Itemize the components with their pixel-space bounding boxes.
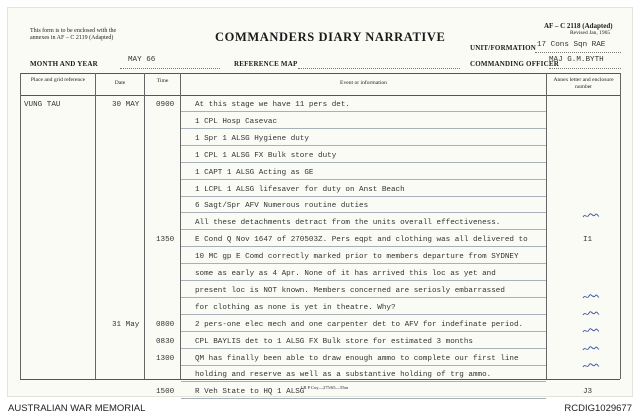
entry-text: All these detachments detract from the units overall effectiveness. <box>195 219 501 228</box>
initials-mark-icon <box>582 294 600 300</box>
ruled-line <box>181 162 546 163</box>
form-title: COMMANDERS DIARY NARRATIVE <box>215 30 446 44</box>
col-header-annex: Annex letter and enclosure number <box>553 77 614 90</box>
col-header-time: Time <box>156 78 169 84</box>
ruled-line <box>181 280 546 281</box>
ruled-line <box>181 111 546 112</box>
entry-time: 1300 <box>156 354 175 363</box>
month-year-label: MONTH AND YEAR <box>30 60 98 68</box>
ruled-line <box>181 246 546 247</box>
entry-text: 1 CPL 1 ALSG FX Bulk store duty <box>195 151 337 160</box>
unit-value: 17 Cons Sqn RAE <box>537 41 606 49</box>
enclosure-note-2: annexes in AF – C 2119 (Adapted) <box>30 35 114 41</box>
entry-date: 30 MAY <box>112 101 140 109</box>
entry-text: holding and reserve as well as a substantive holding of trg ammo. <box>195 371 492 380</box>
ruled-line <box>181 128 546 129</box>
entry-time: 1500 <box>156 388 175 397</box>
col-header-date: Date <box>114 80 126 86</box>
ruled-line <box>181 297 546 298</box>
commanding-officer-value: MAJ G.M.BYTH <box>549 56 604 64</box>
enclosure-note-1: This form is to be enclosed with the <box>30 28 117 34</box>
entry-text: QM has finally been able to draw enough ammo to complete our first line <box>195 354 519 363</box>
initials-mark-icon <box>582 328 600 334</box>
entry-place: VUNG TAU <box>24 101 61 109</box>
col-header-event: Event or information <box>340 80 387 86</box>
initials-mark-icon <box>582 363 600 369</box>
entry-text: 1 CPL Hosp Casevac <box>195 117 278 126</box>
form-code: AF – C 2118 (Adapted) <box>544 22 613 30</box>
col-divider-date <box>144 73 145 379</box>
entry-text: present loc is NOT known. Members concerned are seriosly embarrassed <box>195 286 505 295</box>
footer-record-id: RCDIG1029677 <box>564 403 632 414</box>
entry-text: some as early as 4 Apr. None of it has arrived this loc as yet and <box>195 270 496 278</box>
ruled-line <box>181 365 546 366</box>
entry-time: 0800 <box>156 320 175 329</box>
col-header-place: Place and grid reference <box>30 77 86 83</box>
initials-mark-icon <box>582 311 600 317</box>
ruled-line <box>181 145 546 146</box>
col-divider-left <box>20 73 21 379</box>
entry-time: 0900 <box>156 101 175 109</box>
ruled-line <box>181 381 546 382</box>
commanding-officer-label: COMMANDING OFFICER <box>470 60 559 68</box>
month-year-value: MAY 66 <box>128 56 156 64</box>
table-top-border <box>20 73 620 74</box>
ruled-line <box>181 179 546 180</box>
ruled-line <box>181 398 546 399</box>
ruled-line <box>181 263 546 264</box>
entry-date: 31 May <box>112 320 140 329</box>
ruled-line <box>181 348 546 349</box>
month-year-fill-line <box>120 68 220 69</box>
entry-text: E Cond Q Nov 1647 of 270503Z. Pers eqpt and clothing was all delivered to <box>195 236 528 245</box>
unit-label: UNIT/FORMATION <box>470 44 537 52</box>
initials-mark-icon <box>582 213 600 219</box>
co-fill-line <box>549 68 621 69</box>
ruled-line <box>181 331 546 332</box>
reference-map-label: REFERENCE MAP <box>234 60 298 68</box>
entry-text: 10 MC gp E Comd correctly marked prior to members departure from SYDNEY <box>195 253 519 262</box>
col-divider-place <box>95 73 96 379</box>
entry-text: At this stage we have 11 pers det. <box>195 101 350 109</box>
unit-fill-line <box>535 52 621 53</box>
entry-text: 2 pers-one elec mech and one carpenter det to AFV for indefinate period. <box>195 320 524 329</box>
entry-text: 1 CAPT 1 ALSG Acting as GE <box>195 168 314 177</box>
printer-line: 1 B P Coy—275/65—55m <box>300 385 348 390</box>
entry-time: 0830 <box>156 337 175 346</box>
ruled-line <box>181 229 546 230</box>
initials-mark-icon <box>582 346 600 352</box>
col-divider-right <box>620 73 621 379</box>
entry-annex: J3 <box>583 388 593 397</box>
entry-annex: I1 <box>583 236 593 245</box>
ruled-line <box>181 196 546 197</box>
entry-text: 6 Sagt/Spr AFV Numerous routine duties <box>195 202 369 211</box>
col-divider-time <box>180 73 181 379</box>
entry-text: R Veh State to HQ 1 ALSG <box>195 388 305 397</box>
diary-page <box>8 8 632 396</box>
form-revised: Revised Jan, 1965 <box>570 30 611 36</box>
footer-archive-name: AUSTRALIAN WAR MEMORIAL <box>8 403 146 414</box>
entry-text: CPL BAYLIS det to 1 ALSG FX Bulk store for estimated 3 months <box>195 337 473 346</box>
table-header-border <box>20 95 620 96</box>
ruled-line <box>181 212 546 213</box>
entry-time: 1350 <box>156 236 175 245</box>
ruled-line <box>181 314 546 315</box>
entry-text: 1 Spr 1 ALSG Hygiene duty <box>195 134 309 143</box>
col-divider-event <box>546 73 547 379</box>
entry-text: for clothing as none is yet in theatre. Why? <box>195 303 396 312</box>
reference-map-fill-line <box>298 68 460 69</box>
entry-text: 1 LCPL 1 ALSG lifesaver for duty on Anst Beach <box>195 185 405 194</box>
